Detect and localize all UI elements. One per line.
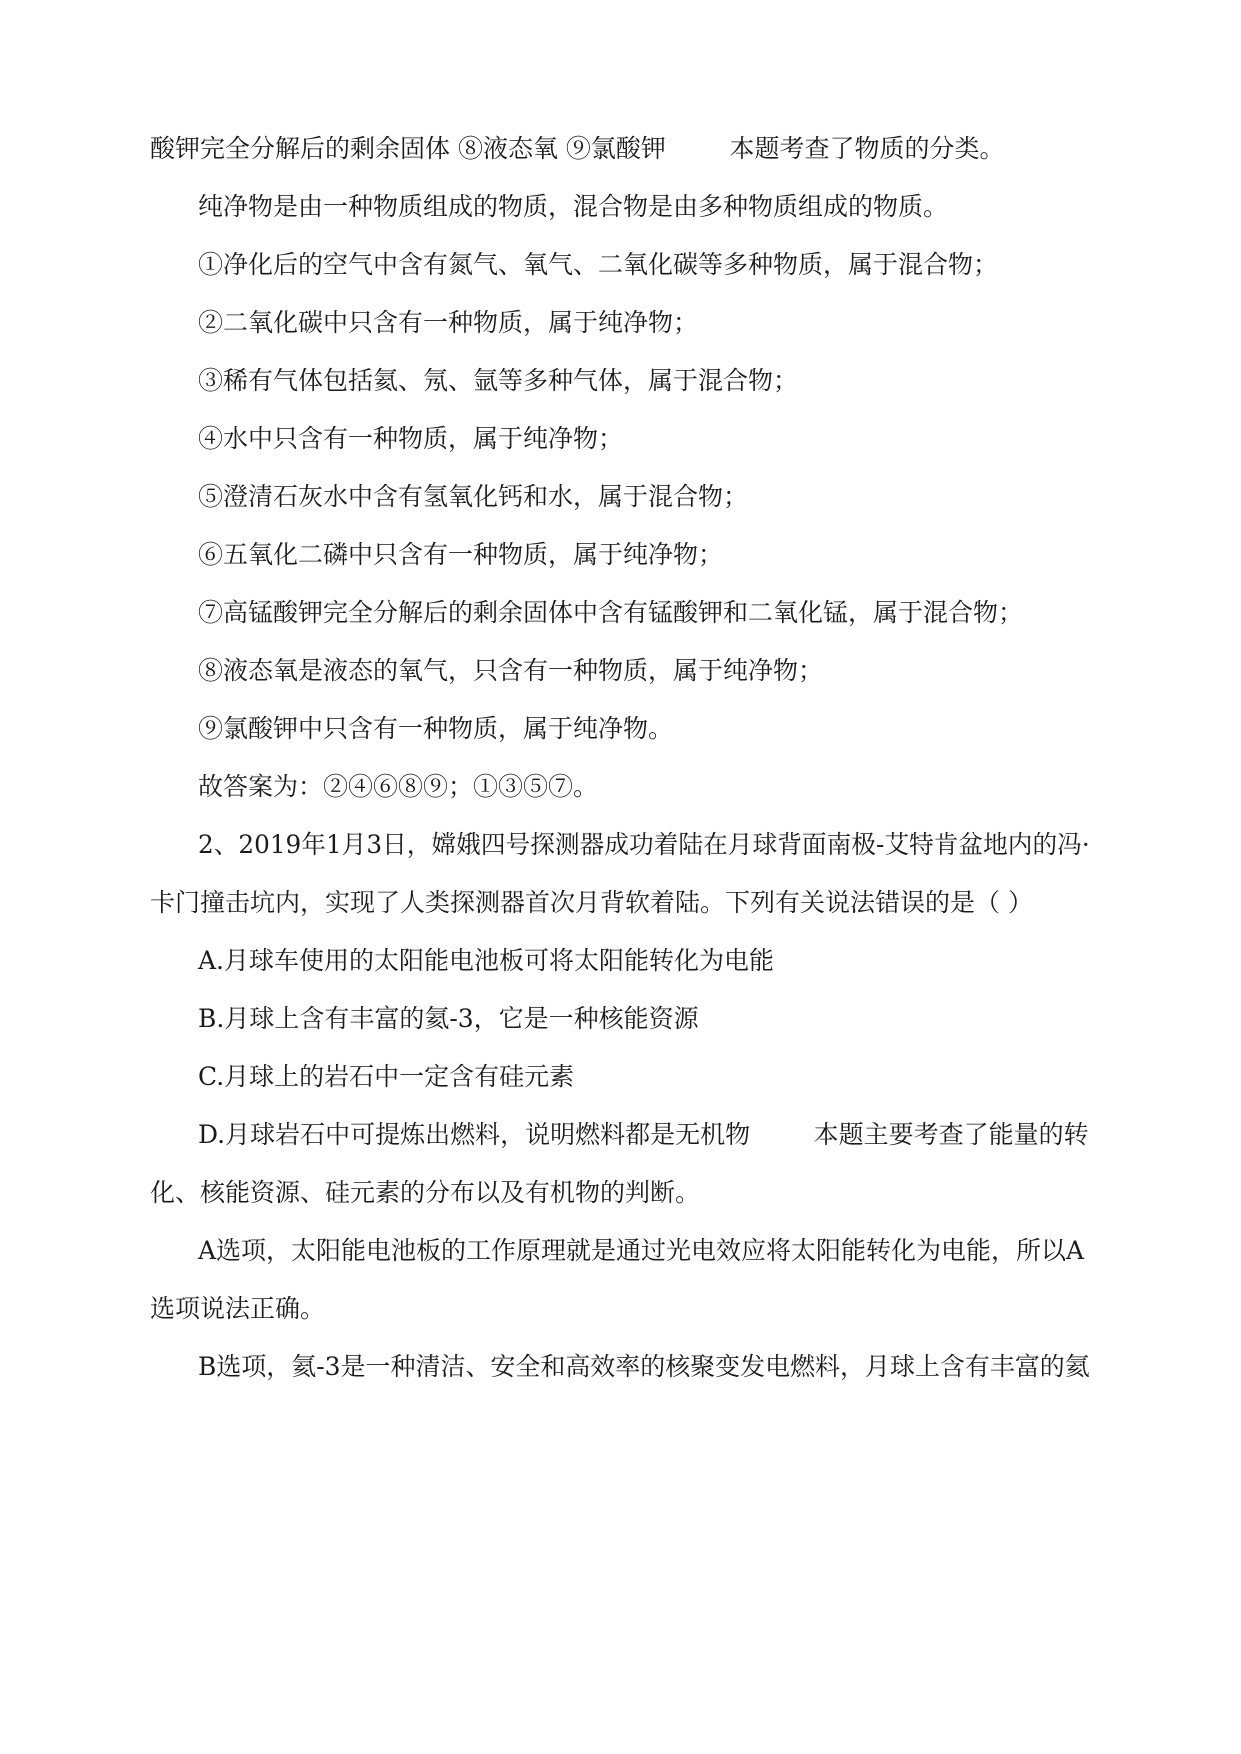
text-line: 卡门撞击坑内，实现了人类探测器首次月背软着陆。下列有关说法错误的是（ ） xyxy=(150,888,1033,917)
text-line: ②二氧化碳中只含有一种物质，属于纯净物； xyxy=(198,308,699,337)
text-line: D.月球岩石中可提炼出燃料，说明燃料都是无机物 本题主要考查了能量的转 xyxy=(198,1120,1089,1149)
text-line: ⑤澄清石灰水中含有氢氧化钙和水，属于混合物； xyxy=(198,482,749,511)
text-line: ①净化后的空气中含有氮气、氧气、二氧化碳等多种物质，属于混合物； xyxy=(198,250,999,279)
text-line: ⑧液态氧是液态的氧气，只含有一种物质，属于纯净物； xyxy=(198,656,824,685)
text-line: B.月球上含有丰富的氦-3，它是一种核能资源 xyxy=(198,1004,699,1033)
text-line: ③稀有气体包括氦、氖、氩等多种气体，属于混合物； xyxy=(198,366,799,395)
text-line: ④水中只含有一种物质，属于纯净物； xyxy=(198,424,624,453)
text-line: C.月球上的岩石中一定含有硅元素 xyxy=(198,1062,575,1091)
text-line: 2、2019年1月3日，嫦娥四号探测器成功着陆在月球背面南极-艾特肯盆地内的冯· xyxy=(198,830,1090,859)
text-line: 选项说法正确。 xyxy=(150,1294,326,1323)
text-line: A选项，太阳能电池板的工作原理就是通过光电效应将太阳能转化为电能，所以A xyxy=(198,1236,1085,1265)
text-line: 纯净物是由一种物质组成的物质，混合物是由多种物质组成的物质。 xyxy=(198,192,949,221)
text-line: ⑦高锰酸钾完全分解后的剩余固体中含有锰酸钾和二氧化锰，属于混合物； xyxy=(198,598,1024,627)
text-line: A.月球车使用的太阳能电池板可将太阳能转化为电能 xyxy=(198,946,775,975)
text-line: B选项，氦-3是一种清洁、安全和高效率的核聚变发电燃料，月球上含有丰富的氦 xyxy=(198,1352,1090,1381)
text-line: 故答案为：②④⑥⑧⑨；①③⑤⑦。 xyxy=(198,772,599,801)
text-line: 化、核能资源、硅元素的分布以及有机物的判断。 xyxy=(150,1178,701,1207)
text-line: 酸钾完全分解后的剩余固体 ⑧液态氧 ⑨氯酸钾 本题考查了物质的分类。 xyxy=(150,134,1005,163)
text-line: ⑥五氧化二磷中只含有一种物质，属于纯净物； xyxy=(198,540,724,569)
text-line: ⑨氯酸钾中只含有一种物质，属于纯净物。 xyxy=(198,714,674,743)
